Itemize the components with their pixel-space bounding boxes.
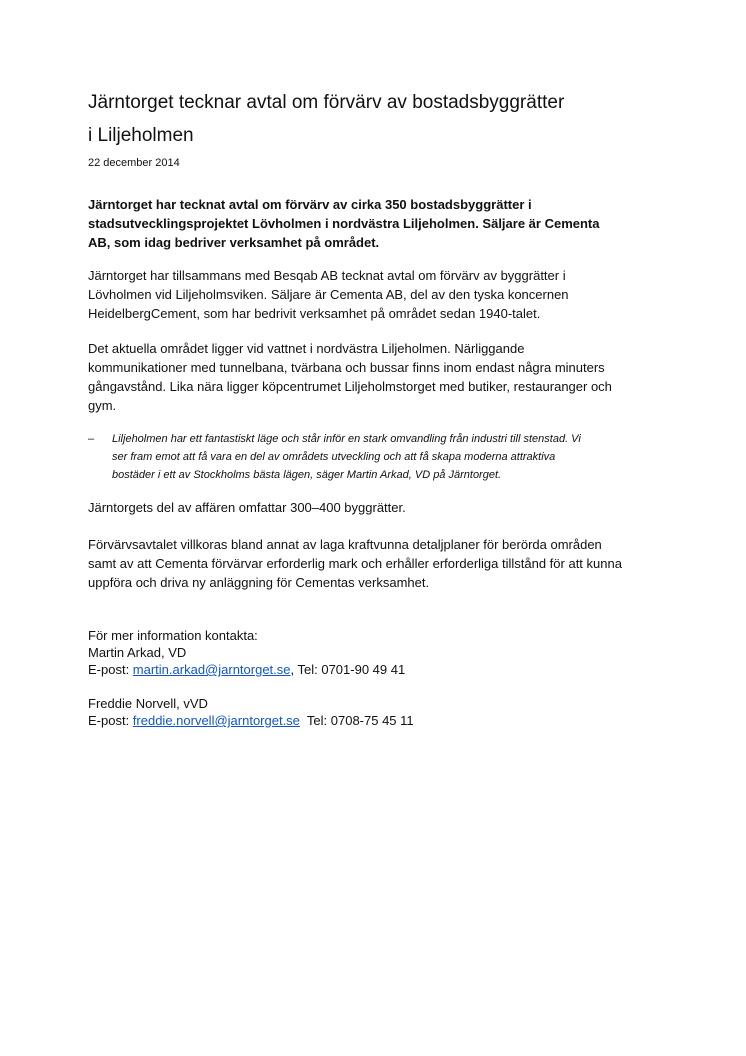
body-paragraph-1 <box>88 266 668 323</box>
publication-date: 22 december 2014 <box>88 157 180 169</box>
paragraph-line: gym. <box>88 398 117 413</box>
contact-section <box>88 627 668 729</box>
quote-text <box>112 430 672 484</box>
paragraph-line: Det aktuella området ligger vid vattnet i nordvästra Liljeholmen. Närliggande <box>88 341 525 356</box>
contact-name-2: Freddie Norvell, vVD <box>88 696 208 711</box>
body-paragraph-4 <box>88 535 668 592</box>
email-link-martin[interactable]: martin.arkad@jarntorget.se <box>132 662 291 677</box>
paragraph-line: Förvärvsavtalet villkoras bland annat av laga kraftvunna detaljplaner för berörda områden <box>88 537 602 552</box>
quote-line: bostäder i ett av Stockholms bästa lägen, säger Martin Arkad, VD på Järntorget. <box>112 469 502 481</box>
contact-heading: För mer information kontakta: <box>88 628 258 643</box>
paragraph-line: kommunikationer med tunnelbana, tvärbana och bussar finns inom endast några minuters <box>88 360 605 375</box>
email-link-freddie[interactable]: freddie.norvell@jarntorget.se <box>132 713 300 728</box>
title-line-1: Järntorget tecknar avtal om förvärv av bostadsbyggrätter <box>88 92 565 113</box>
paragraph-line: Lövholmen vid Liljeholmsviken. Säljare är Cementa AB, del av den tyska koncernen <box>88 287 569 302</box>
phone-text: , Tel: 0701-90 49 41 <box>290 662 406 677</box>
paragraph-line: Järntorget har tillsammans med Besqab AB tecknat avtal om förvärv av byggrätter i <box>88 268 566 283</box>
title-line-2: i Liljeholmen <box>88 125 194 146</box>
body-paragraph-3 <box>88 498 668 517</box>
lead-line: stadsutvecklingsprojektet Lövholmen i nordvästra Liljeholmen. Säljare är Cementa <box>88 216 600 231</box>
lead-line: AB, som idag bedriver verksamhet på området. <box>88 235 380 250</box>
spacer <box>88 678 668 695</box>
page-title <box>88 86 688 152</box>
paragraph-line: uppföra och driva ny anläggning för Cementas verksamhet. <box>88 575 430 590</box>
quote-line: Liljeholmen har ett fantastiskt läge och står inför en stark omvandling från industri till stenstad. Vi <box>112 433 581 445</box>
contact-name-1: Martin Arkad, VD <box>88 645 187 660</box>
paragraph-line: Järntorgets del av affären omfattar 300–400 byggrätter. <box>88 500 406 515</box>
quote-dash: – <box>88 433 95 445</box>
email-label: E-post: <box>88 662 133 677</box>
paragraph-line: gångavstånd. Lika nära ligger köpcentrumet Liljeholmstorget med butiker, restauranger och <box>88 379 612 394</box>
quote-line: ser fram emot att få vara en del av områdets utveckling och att få skapa moderna attraktiva <box>112 451 556 463</box>
phone-text: Tel: 0708-75 45 11 <box>299 713 414 728</box>
contact-row-2 <box>88 712 668 729</box>
paragraph-line: HeidelbergCement, som har bedrivit verksamhet på området sedan 1940-talet. <box>88 306 541 321</box>
lead-line: Järntorget har tecknat avtal om förvärv av cirka 350 bostadsbyggrätter i <box>88 197 532 212</box>
lead-paragraph <box>88 195 668 252</box>
paragraph-line: samt av att Cementa förvärvar erforderlig mark och erhåller erforderliga tillstånd för att kunna <box>88 556 622 571</box>
email-label: E-post: <box>88 713 133 728</box>
contact-row-1 <box>88 661 668 678</box>
body-paragraph-2 <box>88 339 668 415</box>
